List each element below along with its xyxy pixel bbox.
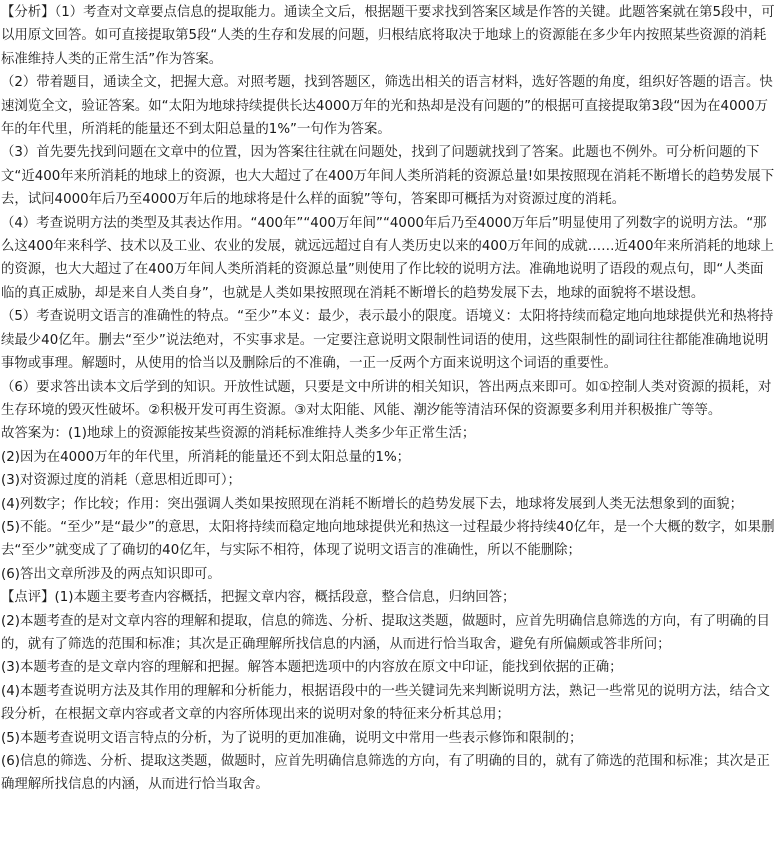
analysis-part-3: （3）首先要先找到问题在文章中的位置，因为答案往往就在问题处，找到了问题就找到了答案。此题也不例外。可分析问题的下文“近400年来所消耗的地球上的资源，也大大超过了在400万年间人类所消耗的资源总量!如果按照现在消耗不断增长的趋势发展下去，试问4000年后乃至4000万年后的地球将是什么样的面貌”等句，答案即可概括为对资源过度的消耗。 (1, 145, 775, 208)
answer-3: (3)对资源过度的消耗（意思相近即可）； (1, 473, 241, 489)
analysis-part-5: （5）考查说明文语言的准确性的特点。“至少”本义：最少，表示最小的限度。语境义：太阳将持续而稳定地向地球提供光和热将持续最少40亿年。删去“至少”说法绝对，不实事求是。一定要注意说明文限制性词语的使用，这些限制性的副词往往都能准确地说明事物或事理。解题时，从使用的恰当以及删除后的不准确，一正一反两个方面来说明这个词语的重要性。 (1, 309, 774, 372)
answer-2: (2)因为在4000万年的年代里，所消耗的能量还不到太阳总量的1%； (1, 449, 411, 465)
comment-1: 【点评】(1)本题主要考查内容概括，把握文章内容，概括段意，整合信息，归纳回答； (1, 590, 516, 606)
analysis-part-1: 【分析】（1）考查对文章要点信息的提取能力。通读全文后，根据题干要求找到答案区域是作答的关键。此题答案就在第5段中，可以用原文回答。如可直接提取第5段“人类的生存和发展的问题，归根结底将取决于地球上的资源能在多少年内按照某些资源的消耗标准维持人类的正常生活”作为答案。 (1, 5, 775, 67)
comment-2: (2)本题考查的是对文章内容的理解和提取，信息的筛选、分析、提取这类题，做题时，应首先明确信息筛选的方向，有了明确的目的，就有了筛选的范围和标准；其次是正确理解所找信息的内涵，从而进行恰当取舍，避免有所偏颇或答非所问； (1, 613, 770, 652)
answer-4: (4)列数字；作比较；作用：突出强调人类如果按照现在消耗不断增长的趋势发展下去，地球将发展到人类无法想象到的面貌； (1, 496, 744, 512)
answer-6: (6)答出文章所涉及的两点知识即可。 (1, 566, 221, 582)
comment-4: (4)本题考查说明方法及其作用的理解和分析能力，根据语段中的一些关键词先来判断说明方法，熟记一些常见的说明方法，结合文段分析，在根据文章内容或者文章的内容所体现出来的说明对象的特征来分析其总用； (1, 683, 770, 723)
analysis-part-2: （2）带着题目，通读全文，把握大意。对照考题，找到答题区，筛选出相关的语言材料，选好答题的角度，组织好答题的语言。快速浏览全文，验证答案。如“太阳为地球持续提供长达4000万年的光和热却是没有问题的”的根据可直接提取第3段“因为在4000万年的年代里，所消耗的能量还不到太阳总量的1%”一句作为答案。 (1, 75, 773, 138)
analysis-part-6: （6）要求答出读本文后学到的知识。开放性试题，只要是文中所讲的相关知识，答出两点来即可。如①控制人类对资源的损耗，对生存环境的毁灭性破坏。②积极开发可再生资源。③对太阳能、风能、潮汐能等清洁环保的资源要多利用并积极推广等等。 (1, 379, 772, 418)
answer-intro: 故答案为：(1)地球上的资源能按某些资源的消耗标准维持人类多少年正常生活； (1, 426, 476, 442)
answer-5: (5)不能。“至少”是“最少”的意思，太阳将持续而稳定地向地球提供光和热这一过程最少将持续40亿年，是一个大概的数字，如果删去“至少”就变成了了确切的40亿年，与实际不相符，体现了说明文语言的准确性，所以不能删除； (1, 519, 775, 559)
comment-3: (3)本题考查的是文章内容的理解和把握。解答本题把选项中的内容放在原文中印证，能找到依据的正确； (1, 660, 623, 676)
comment-5: (5)本题考查说明文语言特点的分析，为了说明的更加准确，说明文中常用一些表示修饰和限制的； (1, 730, 583, 746)
comment-6: (6)信息的筛选、分析、提取这类题，做题时，应首先明确信息筛选的方向，有了明确的目的，就有了筛选的范围和标准；其次是正确理解所找信息的内涵，从而进行恰当取舍。 (1, 754, 770, 793)
analysis-part-4: （4）考查说明方法的类型及其表达作用。“400年”“400万年间”“4000年后乃至4000万年后”明显使用了列数字的说明方法。“那么这400年来科学、技术以及工业、农业的发展，就远远超过自有人类历史以来的400万年间的成就……近400年来所消耗的地球上的资源，也大大超过了在400万年间人类所消耗的资源总量”则使用了作比较的说明方法。准确地说明了语段的观点句，即“人类面临的真正威胁，却是来自人类自身”，也就是人类如果按照现在消耗不断增长的趋势发展下去，地球的面貌将不堪设想。 (1, 215, 774, 301)
